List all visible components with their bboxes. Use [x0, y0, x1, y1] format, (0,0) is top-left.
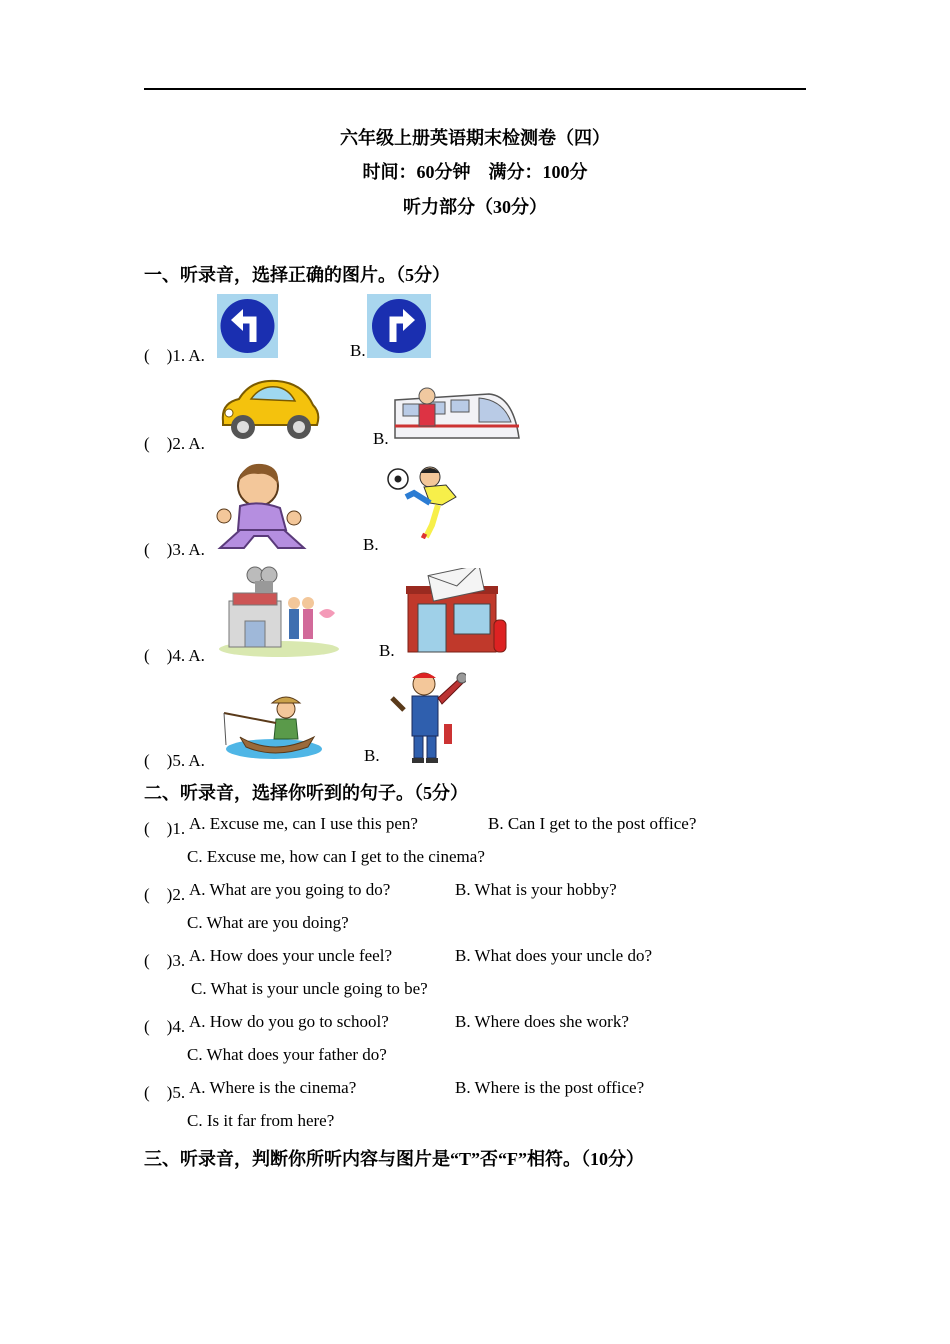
cinema-icon [215, 565, 343, 657]
q4-prefix: ( )4. A. [144, 646, 205, 665]
q3-prefix: ( )3. A. [144, 540, 205, 559]
q5-b-label: B. [364, 746, 380, 765]
s2-q1-option-a: A. Excuse me, can I use this pen? [189, 814, 418, 833]
s2-q3-option-c: C. What is your uncle going to be? [191, 979, 428, 998]
s2-q4-option-c: C. What does your father do? [187, 1045, 387, 1064]
s2-q3-option-b: B. What does your uncle do? [455, 946, 653, 965]
q3-b-label: B. [363, 535, 379, 554]
s2-q4-option-a: A. How do you go to school? [189, 1012, 389, 1031]
football-player-icon [386, 463, 466, 539]
s2-q1-option-b: B. Can I get to the post office? [488, 814, 697, 833]
post-office-icon [404, 568, 508, 654]
kung-fu-boy-icon [214, 460, 310, 552]
s2-q3-option-a: A. How does your uncle feel? [189, 946, 392, 965]
q1-prefix: ( )1. A. [144, 346, 205, 365]
turn-left-sign-icon [217, 294, 278, 358]
s2-q1-option-c: C. Excuse me, how can I get to the cinema? [187, 847, 485, 866]
plumber-icon [384, 668, 466, 764]
car-icon [217, 377, 323, 445]
s2-q2-option-c: C. What are you doing? [187, 913, 349, 932]
q2-prefix: ( )2. A. [144, 434, 205, 453]
q2-b-label: B. [373, 429, 389, 448]
s2-q1-prefix: ( )1. [144, 819, 186, 838]
s2-q2-prefix: ( )2. [144, 885, 186, 904]
s2-q4-prefix: ( )4. [144, 1017, 186, 1036]
section1-heading: 一、听录音，选择正确的图片。（5分） [144, 265, 450, 285]
part-title: 听力部分（30分） [403, 197, 547, 217]
s2-q5-option-b: B. Where is the post office? [455, 1078, 645, 1097]
q4-b-label: B. [379, 641, 395, 660]
s2-q5-prefix: ( )5. [144, 1083, 186, 1102]
fisherman-icon [218, 687, 324, 761]
s2-q4-option-b: B. Where does she work? [455, 1012, 629, 1031]
q5-prefix: ( )5. A. [144, 751, 205, 770]
section3-heading: 三、听录音，判断你所听内容与图片是“T”否“F”相符。（10分） [144, 1149, 644, 1169]
train-icon [393, 380, 521, 442]
section2-heading: 二、听录音，选择你听到的句子。（5分） [144, 783, 468, 803]
s2-q5-option-a: A. Where is the cinema? [189, 1078, 357, 1097]
s2-q3-prefix: ( )3. [144, 951, 186, 970]
s2-q5-option-c: C. Is it far from here? [187, 1111, 335, 1130]
top-rule [144, 88, 806, 90]
turn-right-sign-icon [367, 294, 431, 358]
time-info: 时间：60分钟 满分：100分 [362, 162, 588, 182]
s2-q2-option-b: B. What is your hobby? [455, 880, 617, 899]
s2-q2-option-a: A. What are you going to do? [189, 880, 391, 899]
page-title: 六年级上册英语期末检测卷（四） [340, 128, 610, 148]
q1-b-label: B. [350, 341, 366, 360]
